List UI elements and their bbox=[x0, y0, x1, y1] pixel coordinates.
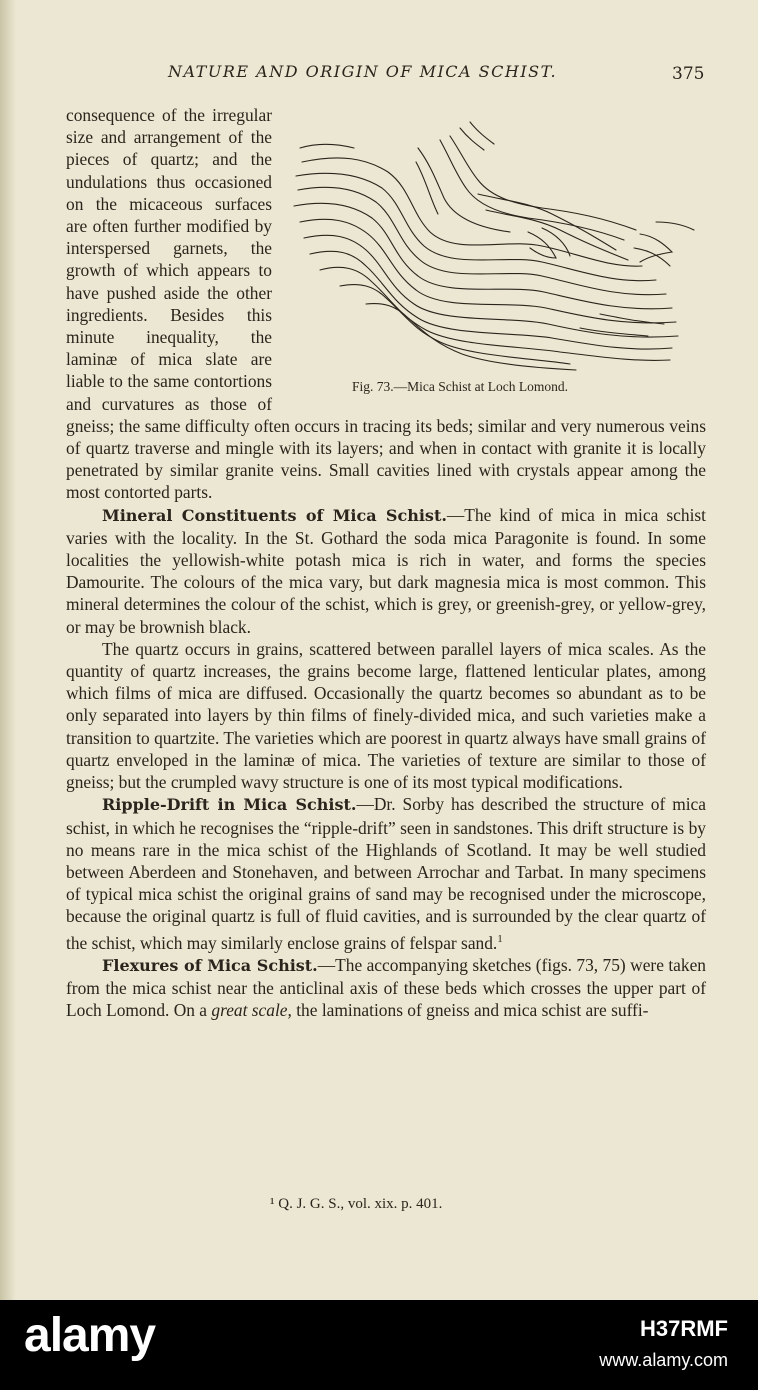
footnote: ¹ Q. J. G. S., vol. xix. p. 401. bbox=[270, 1196, 443, 1212]
paragraph-text: —Dr. Sorby has described the structure of mica schist, in which he recognises the “ripple-drift” seen in sandstones. This drift structure is by no means rare in the mica schist of the Highlands of Scotland. It may be well studied between Aberdeen and Stonehaven, and between Arrochar and Tarbat. In many specimens of typical mica schist the original grains of sand may be recognised under the microscope, because the original quartz is full of fluid cavities, and is surrounded by the clear quartz of the schist, which may similarly enclose grains of felspar sand. bbox=[66, 794, 706, 953]
page-number: 375 bbox=[672, 64, 705, 84]
paragraph-flexures bbox=[66, 954, 706, 1022]
figure-caption: Fig. 73.—Mica Schist at Loch Lomond. bbox=[352, 379, 568, 394]
footnote-marker: 1 bbox=[497, 932, 503, 945]
paragraph-text: the laminations of gneiss and mica schist are suffi- bbox=[291, 999, 649, 1020]
section-heading-mineral-constituents: Mineral Constituents of Mica Schist. bbox=[102, 505, 447, 525]
section-heading-ripple-drift: Ripple-Drift in Mica Schist. bbox=[102, 795, 357, 815]
page-spine-shadow bbox=[0, 0, 16, 1300]
mica-schist-illustration bbox=[280, 118, 706, 374]
running-title: NATURE AND ORIGIN OF MICA SCHIST. bbox=[168, 62, 558, 81]
site-url: www.alamy.com bbox=[599, 1350, 728, 1370]
paragraph-quartz: The quartz occurs in grains, scattered between parallel layers of mica scales. As the quantity of quartz increases, the grains become large, flattened lenticular plates, among which films of mica are diffused. Occasionally the quartz becomes so abundant as to be only separated into layers by thin films of finely-divided mica, and such varieties make a transition to quartzite. The varieties which are poorest in quartz always have small grains of quartz enveloped in the laminæ of mica. The varieties of texture are similar to those of gneiss; but the crumpled wavy structure is one of its most typical modifications. bbox=[66, 638, 706, 793]
paragraph-text: —The accompanying sketches (figs. 73, 75) were taken from the mica schist near the anticlinal axis of these beds which crosses the upper part of Loch Lomond. On a bbox=[66, 954, 706, 1020]
image-id: H37RMF bbox=[639, 1316, 728, 1341]
figure-mica-schist bbox=[280, 104, 706, 398]
stock-watermark-banner bbox=[0, 1300, 758, 1390]
paragraph-ripple-drift bbox=[66, 793, 706, 953]
italic-text: great scale, bbox=[211, 999, 292, 1020]
paragraph-text: —The kind of mica in mica schist varies with the locality. In the St. Gothard the soda mica Paragonite is found. In some localities the yellowish-white potash mica is rich in water, and forms the species Damourite. The colours of the mica vary, but dark magnesia mica is most common. This mineral determines the colour of the schist, which is grey, or greenish-grey, or yellow-grey, or may be brownish black. bbox=[66, 504, 707, 637]
body-text bbox=[66, 104, 706, 1021]
paragraph-1: consequence of the irregular size and arrangement of the pieces of quartz; and the undulations thus occasioned on the micaceous surfaces are often further modified by interspersed garnets, the growth of which appears to have pushed aside the other ingredients. Besides this minute inequality, the laminæ of mica slate are liable to the same contortions and curvatures as those of gneiss; the same difficulty often occurs in tracing its beds; similar and very numerous veins of quartz traverse and mingle with its layers; and when in contact with granite it is locally penetrated by similar granite veins. Small cavities lined with crystals appear among the most contorted parts. bbox=[66, 105, 706, 503]
section-heading-flexures: Flexures of Mica Schist. bbox=[102, 955, 318, 975]
paragraph-mineral-constituents bbox=[66, 504, 706, 638]
alamy-logo: alamy bbox=[24, 1309, 156, 1362]
